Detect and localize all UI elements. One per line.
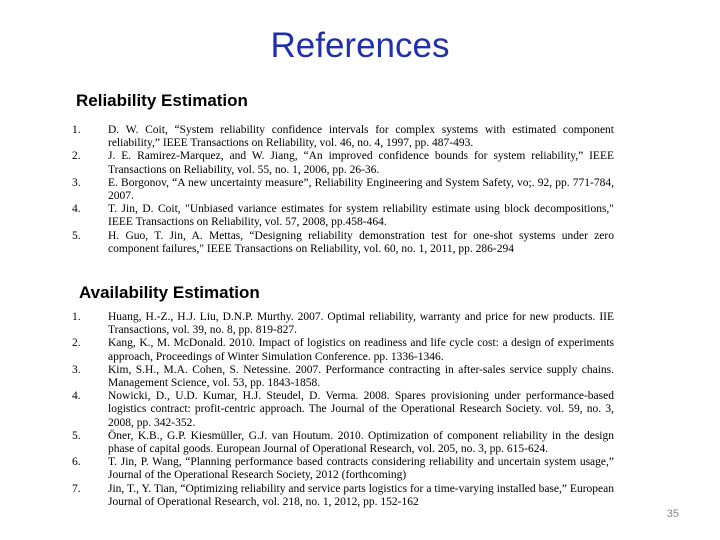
reference-text: Jin, T., Y. Tian, “Optimizing reliability and service parts logistics for a time-varying installed base,” European Journal of Operational Research, vol. 218, no. 1, 2012, pp. 152-162 (108, 482, 614, 508)
reference-item (0, 390, 614, 430)
reliability-heading: Reliability Estimation (76, 91, 248, 110)
reference-number: 3. (72, 363, 81, 376)
reference-number: 6. (72, 456, 81, 469)
reference-number: 1. (72, 124, 81, 136)
reference-item (0, 456, 614, 482)
reference-number: 5. (72, 229, 81, 242)
reference-text: Öner, K.B., G.P. Kiesmüller, G.J. van Houtum. 2010. Optimization of component reliability in the design phase of capital goods. European Journal of Operational Research, vol. 205, no. 3, pp. 615-624. (108, 429, 614, 456)
reference-number: 4. (72, 390, 81, 403)
reference-text: T. Jin, P. Wang, “Planning performance based contracts considering reliability and uncertain system usage,” Journal of the Operational Research Society, 2012 (forthcoming) (108, 456, 614, 482)
reference-text: Kim, S.H., M.A. Cohen, S. Netessine. 2007. Performance contracting in after-sales service supply chains. Management Science, vol. 53, pp. 1843-1858. (108, 363, 614, 390)
reference-text: Kang, K., M. McDonald. 2010. Impact of logistics on readiness and life cycle cost: a design of experiments approach, Proceedings of Winter Simulation Conference. pp. 1336-1346. (108, 337, 614, 363)
reference-number: 2. (72, 150, 81, 163)
reference-item (0, 364, 614, 390)
reference-number: 1. (72, 311, 81, 323)
reference-item (0, 150, 614, 176)
reference-number: 2. (72, 337, 81, 350)
reference-item (0, 230, 614, 256)
reference-text: J. E. Ramirez-Marquez, and W. Jiang, “An improved confidence bounds for system reliability,” IEEE Transactions on Reliability, vol. 55, no. 1, 2006, pp. 26-36. (108, 150, 614, 176)
page-number: 35 (666, 508, 679, 520)
reference-item (0, 430, 614, 456)
reference-number: 3. (72, 176, 81, 189)
reference-text: Nowicki, D., U.D. Kumar, H.J. Steudel, D. Verma. 2008. Spares provisioning under performance-based logistics contract: profit-centric approach. The Journal of the Operational Research Society. vol. 59, no. 3, 2008, pp. 342-352. (108, 390, 614, 429)
reference-number: 4. (72, 203, 81, 216)
availability-heading: Availability Estimation (79, 283, 260, 302)
availability-reference-list (0, 311, 614, 509)
reference-text: H. Guo, T. Jin, A. Mettas, “Designing reliability demonstration test for one-shot systems under zero component failures," IEEE Transactions on Reliability, vol. 60, no. 1, 2011, pp. 286-294 (108, 229, 614, 255)
reference-text: Huang, H.-Z., H.J. Liu, D.N.P. Murthy. 2007. Optimal reliability, warranty and price for new products. IIE Transactions, vol. 39, no. 8, pp. 819-827. (108, 311, 614, 337)
reference-text: T. Jin, D. Coit, "Unbiased variance estimates for system reliability estimate using block decompositions," IEEE Transactions on Reliability, vol. 57, 2008, pp.458-464. (108, 203, 614, 229)
reference-item (0, 124, 614, 150)
reference-text: D. W. Coit, “System reliability confidence intervals for complex systems with estimated component reliability,” IEEE Transactions on Reliability, vol. 46, no. 4, 1997, pp. 487-493. (108, 124, 614, 150)
reference-text: E. Borgonov, “A new uncertainty measure”, Reliability Engineering and System Safety, vo;. 92, pp. 771-784, 2007. (108, 176, 614, 203)
slide-title: References (270, 26, 450, 65)
reference-item (0, 311, 614, 337)
reference-number: 7. (72, 482, 81, 495)
reference-item (0, 483, 614, 509)
reference-number: 5. (72, 429, 81, 442)
reliability-reference-list (0, 124, 614, 256)
reference-item (0, 337, 614, 363)
reference-item (0, 203, 614, 229)
reference-item (0, 177, 614, 203)
